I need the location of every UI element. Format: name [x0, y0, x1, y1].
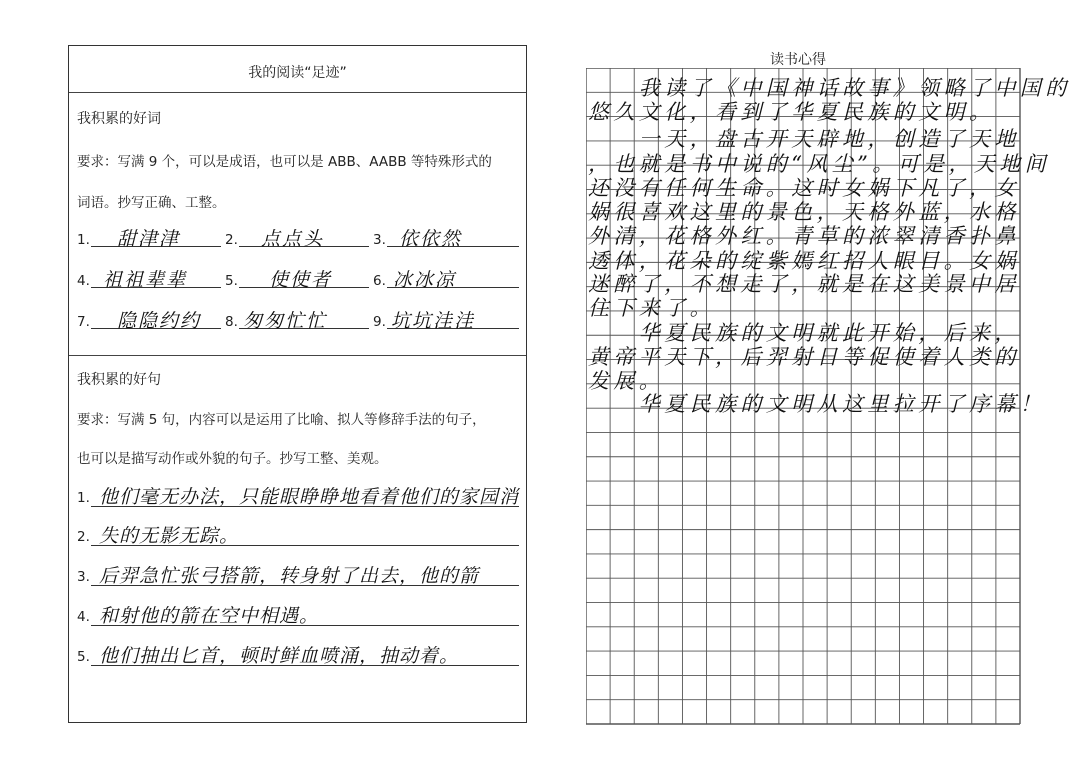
word-answer: 坑坑洼洼 [391, 310, 476, 332]
essay-line: 悠久文化，看到了华夏民族的文明。 [588, 100, 995, 124]
word-number: 6. [373, 273, 386, 289]
sentence-text: 和射他的箭在空中相遇。 [99, 605, 320, 627]
sentences-section-heading: 我积累的好句 [77, 372, 161, 388]
words-requirement-line-2: 词语。抄写正确、工整。 [77, 195, 226, 211]
word-number: 8. [225, 314, 238, 330]
sentence-text: 失的无影无踪。 [99, 525, 240, 547]
essay-line: 住下来了。 [588, 296, 715, 320]
word-answer: 甜津津 [117, 228, 181, 250]
essay-line: 娲很喜欢这里的景色，天格外蓝，水格 [588, 200, 1020, 224]
word-answer: 祖祖辈辈 [103, 269, 188, 291]
divider [69, 355, 526, 356]
sentence-text: 后羿急忙张弓搭箭，转身射了出去，他的箭 [99, 565, 480, 587]
essay-line: 发展。 [588, 369, 665, 393]
words-requirement-line-1: 要求：写满 9 个，可以是成语，也可以是 ABB、AABB 等特殊形式的 [77, 154, 492, 170]
essay-line: 我读了《中国神话故事》领略了中国的 [588, 76, 1071, 100]
word-answer: 匆匆忙忙 [243, 310, 328, 332]
word-number: 9. [373, 314, 386, 330]
word-answer: 点点头 [261, 228, 325, 250]
sentence-number: 1. [77, 490, 90, 506]
reading-footprint-sheet [68, 45, 527, 723]
word-answer: 使使者 [269, 269, 333, 291]
word-number: 1. [77, 232, 90, 248]
sentences-requirement-line-2: 也可以是描写动作或外貌的句子。抄写工整、美观。 [77, 451, 388, 467]
sentence-number: 4. [77, 609, 90, 625]
sentence-text: 他们抽出匕首，顿时鲜血喷涌，抽动着。 [99, 645, 460, 667]
sentence-number: 3. [77, 569, 90, 585]
essay-line: 透体，花朵的绽紫嫣红招人眼目。女娲 [588, 249, 1020, 273]
essay-line: 外清，花格外红。青草的浓翠清香扑鼻 [588, 224, 1020, 248]
essay-line: 黄帝平天下，后羿射日等促使着人类的 [588, 345, 1020, 369]
sentence-text: 他们毫无办法，只能眼睁睁地看着他们的家园消 [99, 486, 520, 508]
word-number: 5. [225, 273, 238, 289]
essay-line: ，也就是书中说的“风尘”。可是，天地间 [588, 152, 1051, 176]
essay-line: 华夏民族的文明从这里拉开了序幕！ [588, 392, 1046, 416]
essay-line: 还没有任何生命。这时女娲下凡了，女 [588, 176, 1020, 200]
reading-notes-title: 读书心得 [770, 52, 826, 68]
sentence-number: 2. [77, 529, 90, 545]
word-number: 7. [77, 314, 90, 330]
word-answer: 隐隐约约 [117, 310, 202, 332]
essay-line: 一天，盘古开天辟地，创造了天地 [588, 127, 1020, 151]
word-number: 4. [77, 273, 90, 289]
divider [69, 92, 526, 93]
words-section-heading: 我积累的好词 [77, 111, 161, 127]
page-title: 我的阅读“足迹” [248, 65, 347, 81]
sentences-requirement-line-1: 要求：写满 5 句，内容可以是运用了比喻、拟人等修辞手法的句子， [77, 412, 486, 428]
word-answer: 冰冰凉 [393, 269, 457, 291]
essay-line: 华夏民族的文明就此开始，后来， [588, 321, 1020, 345]
essay-line: 迷醉了，不想走了，就是在这美景中居 [588, 272, 1020, 296]
writing-grid [586, 68, 1071, 728]
word-number: 2. [225, 232, 238, 248]
word-number: 3. [373, 232, 386, 248]
word-answer: 依依然 [399, 228, 463, 250]
sentence-number: 5. [77, 649, 90, 665]
